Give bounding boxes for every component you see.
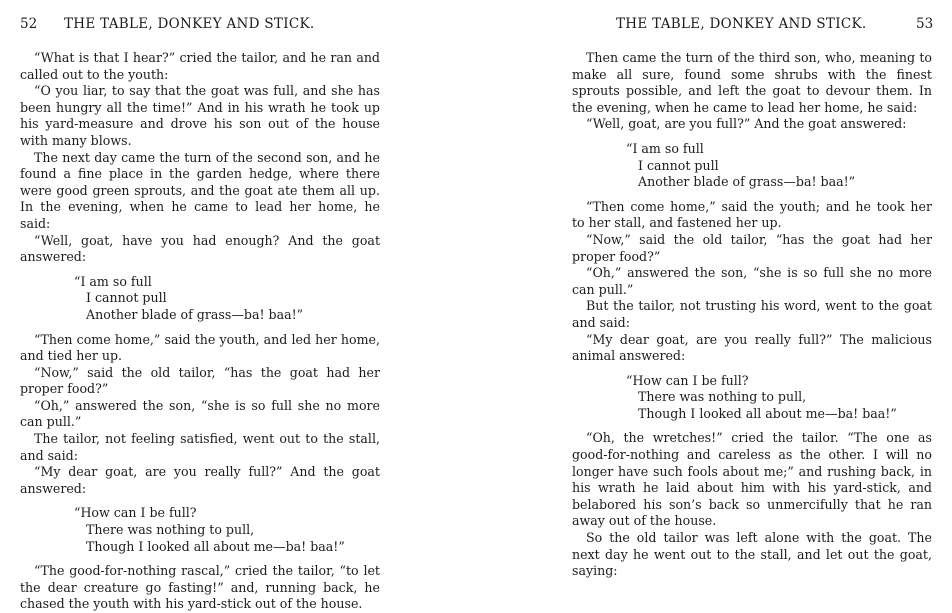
left-page xyxy=(0,0,476,612)
verse-line: “I am so full xyxy=(626,140,704,156)
paragraph: “Well, goat, are you full?” And the goat answered: xyxy=(586,116,907,132)
verse-line: Another blade of grass—ba! baa!” xyxy=(86,306,304,322)
paragraph: “Oh,” answered the son, “she is so full she no more can pull.” xyxy=(572,265,932,297)
verse-line: There was nothing to pull, xyxy=(638,389,807,405)
paragraph: “Now,” said the old tailor, “has the goat had her proper food?” xyxy=(20,364,380,397)
page-number-right: 53 xyxy=(916,16,934,32)
page-number-left: 52 xyxy=(20,16,38,32)
verse-line: Though I looked all about me—ba! baa!” xyxy=(638,405,897,421)
paragraph: “Well, goat, have you had enough? And the goat answered: xyxy=(20,232,380,265)
verse-line: There was nothing to pull, xyxy=(86,522,255,538)
paragraph: “Then come home,” said the youth; and he took her to her stall, and fastened her up. xyxy=(572,198,932,231)
paragraph: “Oh, the wretches!” cried the tailor. “The one as good-for-nothing and careless as the other. I will no longer have such fools about me;” and rushing back, in his wrath he laid about him with his yard-stick, and belabored his son’s back so unmercifully that he ran away out of the house. xyxy=(572,430,932,529)
running-head-right: THE TABLE, DONKEY AND STICK. xyxy=(616,16,867,32)
verse-line: I cannot pull xyxy=(638,157,719,173)
paragraph: “O you liar, to say that the goat was full, and she has been hungry all the time!” And in his wrath he took up his yard-measure and drove his son out of the house with many blows. xyxy=(20,83,380,148)
paragraph: The tailor, not feeling satisfied, went out to the stall, and said: xyxy=(20,431,380,463)
verse xyxy=(74,274,380,324)
paragraph: “Then come home,” said the youth, and led her home, and tied her up. xyxy=(20,331,380,364)
right-page-text xyxy=(572,50,932,580)
verse xyxy=(626,141,932,191)
paragraph: “What is that I hear?” cried the tailor, and he ran and called out to the youth: xyxy=(20,50,380,82)
paragraph: “Oh,” answered the son, “she is so full she no more can pull.” xyxy=(20,397,380,430)
right-page xyxy=(476,0,952,593)
verse xyxy=(626,373,932,423)
paragraph: “The good-for-nothing rascal,” cried the tailor, “to let the dear creature go fasting!” and, running back, he chased the youth with his yard-stick out of the house. xyxy=(20,563,380,612)
verse xyxy=(74,505,380,555)
left-page-text xyxy=(20,50,380,613)
paragraph: So the old tailor was left alone with the goat. The next day he went out to the stall, and let out the goat, saying: xyxy=(572,530,932,579)
paragraph: Then came the turn of the third son, who, meaning to make all sure, found some shrubs with the finest sprouts possible, and left the goat to devour them. In the evening, when he came to lead her home, he said: xyxy=(572,50,932,115)
verse-line: Another blade of grass—ba! baa!” xyxy=(638,174,856,190)
verse-line: “How can I be full? xyxy=(626,372,749,388)
paragraph: But the tailor, not trusting his word, went to the goat and said: xyxy=(572,298,932,330)
paragraph: “Now,” said the old tailor, “has the goat had her proper food?” xyxy=(572,231,932,264)
verse-line: I cannot pull xyxy=(86,290,167,306)
paragraph: The next day came the turn of the second son, and he found a fine place in the garden hedge, where there were good green sprouts, and the goat ate them all up. In the evening, when he came to lead her home, he said: xyxy=(20,149,380,231)
verse-line: “I am so full xyxy=(74,273,152,289)
verse-line: Though I looked all about me—ba! baa!” xyxy=(86,538,345,554)
verse-line: “How can I be full? xyxy=(74,505,197,521)
paragraph: “My dear goat, are you really full?” The malicious animal answered: xyxy=(572,331,932,364)
running-head-left: THE TABLE, DONKEY AND STICK. xyxy=(64,16,315,32)
paragraph: “My dear goat, are you really full?” And the goat answered: xyxy=(20,464,380,496)
